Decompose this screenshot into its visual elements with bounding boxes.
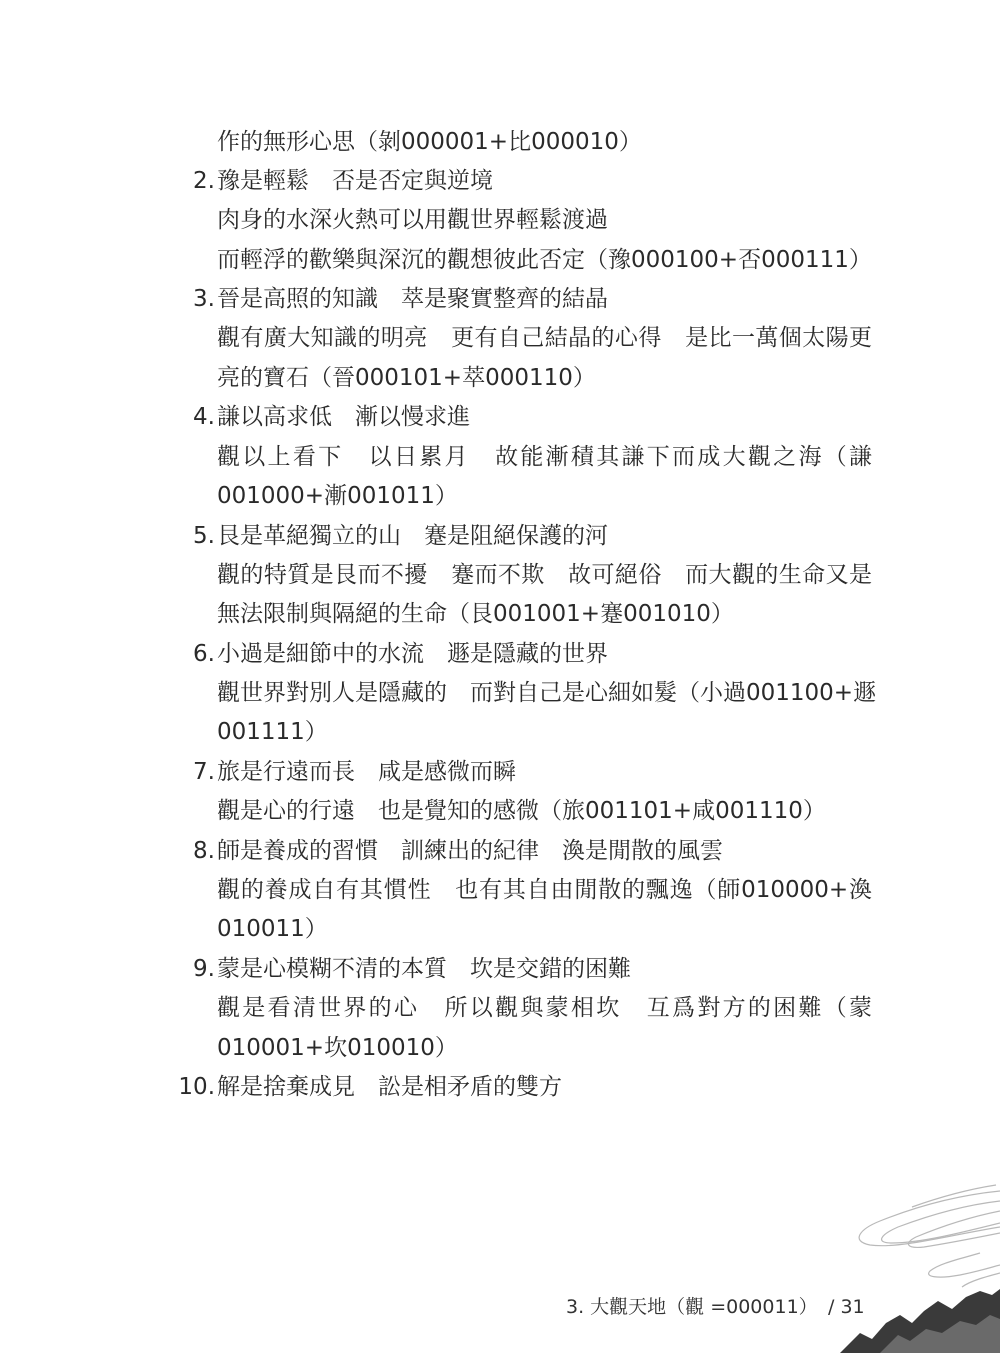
text-line bbox=[0, 397, 1000, 437]
item-number: 8. bbox=[193, 838, 215, 864]
text-line bbox=[0, 240, 1000, 280]
text-line bbox=[0, 870, 1000, 910]
line-text: 010011） bbox=[217, 916, 328, 942]
line-text: 肉身的水深火熱可以用觀世界輕鬆渡過 bbox=[217, 207, 608, 233]
line-text: 謙以高求低 漸以慢求進 bbox=[217, 404, 470, 430]
item-number: 4. bbox=[193, 404, 215, 430]
text-line bbox=[0, 476, 1000, 516]
text-line bbox=[0, 555, 1000, 595]
item-number: 3. bbox=[193, 286, 215, 312]
item-number: 6. bbox=[193, 641, 215, 667]
line-text: 觀的特質是艮而不擾 蹇而不欺 故可絕俗 而大觀的生命又是 bbox=[217, 562, 872, 588]
footer-chapter-title: 3. 大觀天地（觀 =000011） bbox=[566, 1296, 818, 1318]
line-text: 觀的養成自有其慣性 也有其自由閒散的飄逸（師010000+渙 bbox=[217, 877, 872, 903]
line-text: 觀是看清世界的心 所以觀與蒙相坎 互爲對方的困難（蒙 bbox=[217, 995, 872, 1021]
text-line bbox=[0, 673, 1000, 713]
text-line bbox=[0, 122, 1000, 162]
line-text: 作的無形心思（剝000001+比000010） bbox=[217, 129, 642, 155]
line-text: 觀世界對別人是隱藏的 而對自己是心細如髮（小過001100+遯 bbox=[217, 680, 877, 706]
item-number: 5. bbox=[193, 523, 215, 549]
line-text: 晉是高照的知識 萃是聚實整齊的結晶 bbox=[217, 286, 608, 312]
line-text: 觀以上看下 以日累月 故能漸積其謙下而成大觀之海（謙 bbox=[217, 444, 872, 470]
text-line bbox=[0, 831, 1000, 871]
line-text: 師是養成的習慣 訓練出的紀律 渙是閒散的風雲 bbox=[217, 838, 723, 864]
text-line bbox=[0, 200, 1000, 240]
line-text: 觀是心的行遠 也是覺知的感微（旅001101+咸001110） bbox=[217, 798, 826, 824]
text-line bbox=[0, 791, 1000, 831]
line-text: 觀有廣大知識的明亮 更有自己結晶的心得 是比一萬個太陽更 bbox=[217, 325, 872, 351]
ink-landscape-decoration bbox=[820, 1183, 1000, 1353]
line-text: 010001+坎010010） bbox=[217, 1035, 458, 1061]
line-text: 解是捨棄成見 訟是相矛盾的雙方 bbox=[217, 1074, 562, 1100]
text-line bbox=[0, 634, 1000, 674]
text-line bbox=[0, 161, 1000, 201]
line-text: 無法限制與隔絕的生命（艮001001+蹇001010） bbox=[217, 601, 734, 627]
text-line bbox=[0, 516, 1000, 556]
item-number: 9. bbox=[193, 956, 215, 982]
item-number: 10. bbox=[178, 1074, 215, 1100]
line-text: 001111） bbox=[217, 719, 328, 745]
text-line bbox=[0, 318, 1000, 358]
text-line bbox=[0, 712, 1000, 752]
text-line bbox=[0, 437, 1000, 477]
text-line bbox=[0, 1028, 1000, 1068]
line-text: 豫是輕鬆 否是否定與逆境 bbox=[217, 168, 493, 194]
text-line bbox=[0, 279, 1000, 319]
line-text: 小過是細節中的水流 遯是隱藏的世界 bbox=[217, 641, 608, 667]
text-line bbox=[0, 752, 1000, 792]
line-text: 而輕浮的歡樂與深沉的觀想彼此否定（豫000100+否000111） bbox=[217, 247, 872, 273]
text-line bbox=[0, 358, 1000, 398]
text-line bbox=[0, 1067, 1000, 1107]
item-number: 2. bbox=[193, 168, 215, 194]
line-text: 艮是革絕獨立的山 蹇是阻絕保護的河 bbox=[217, 523, 608, 549]
line-text: 旅是行遠而長 咸是感微而瞬 bbox=[217, 759, 516, 785]
text-line bbox=[0, 949, 1000, 989]
page-number: / 31 bbox=[828, 1296, 865, 1318]
text-line bbox=[0, 988, 1000, 1028]
text-line bbox=[0, 594, 1000, 634]
item-number: 7. bbox=[193, 759, 215, 785]
line-text: 蒙是心模糊不清的本質 坎是交錯的困難 bbox=[217, 956, 631, 982]
text-line bbox=[0, 909, 1000, 949]
line-text: 001000+漸001011） bbox=[217, 483, 458, 509]
line-text: 亮的寶石（晉000101+萃000110） bbox=[217, 365, 596, 391]
